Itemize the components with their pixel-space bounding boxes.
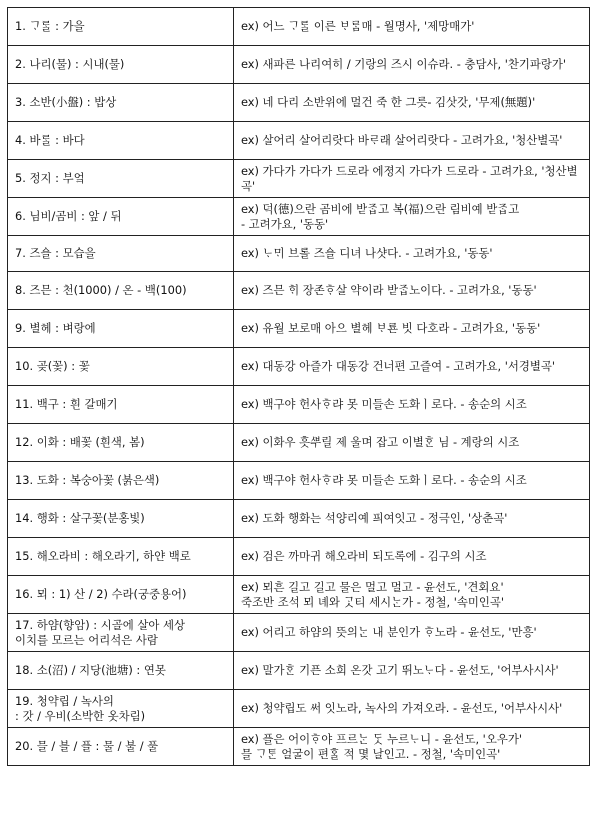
example-text: ex) ᄂᆞᄆᆡ 브롤 즈ᅀᅳᆯ 디녀 나샷다. - 고려가요, '동동' xyxy=(240,246,493,260)
example-text: ex) 백구야 헌사ᄒᆞ랴 못 미들손 도화ㅣ로다. - 송순의 시조 xyxy=(240,397,527,411)
term-cell xyxy=(8,538,234,576)
vocabulary-sheet xyxy=(7,7,590,766)
term-cell xyxy=(8,576,234,614)
table-row xyxy=(8,500,590,538)
term-text: 1. ᄀᆞᄅᆞᆯ : 가을 xyxy=(15,19,85,33)
example-text: ex) 대동강 아즐가 대동강 건너편 고즐여 - 고려가요, '서경별곡' xyxy=(240,359,555,373)
term-cell xyxy=(8,8,234,46)
example-text: ex) 말가ᄒᆞᆫ 기픈 소희 온갓 고기 뛰노ᄂᆞ다 - 윤선도, '어부사시사' xyxy=(240,663,559,677)
table-row xyxy=(8,576,590,614)
table-row xyxy=(8,728,590,766)
example-cell xyxy=(233,728,589,766)
example-text: ex) 네 다리 소반위에 멀건 죽 한 그릇- 김삿갓, '무제(無題)' xyxy=(240,95,536,109)
table-row xyxy=(8,236,590,272)
example-text: ex) 청약립도 써 잇노라, 녹사의 가져오라. - 윤선도, '어부사시사' xyxy=(240,701,563,715)
example-cell xyxy=(233,348,589,386)
vocabulary-table xyxy=(7,7,590,766)
example-cell xyxy=(233,614,589,652)
term-cell xyxy=(8,500,234,538)
example-cell xyxy=(233,46,589,84)
example-cell xyxy=(233,310,589,348)
table-row xyxy=(8,8,590,46)
example-cell xyxy=(233,386,589,424)
example-text: ex) 살어리 살어리랏다 바ᄅᆞ래 살어리랏다 - 고려가요, '청산별곡' xyxy=(240,133,563,147)
term-text: 19. 청약립 / 녹사의 : 갓 / 우비(소박한 옷차림) xyxy=(15,693,146,723)
term-cell xyxy=(8,160,234,198)
example-text: ex) 즈믄 ᄒᆡ 장존ᄒᆞ살 약이라 받ᄌᆞᆸ노이다. - 고려가요, '동동' xyxy=(240,283,537,297)
term-cell xyxy=(8,310,234,348)
term-cell xyxy=(8,122,234,160)
term-cell xyxy=(8,198,234,236)
term-cell xyxy=(8,236,234,272)
example-cell xyxy=(233,84,589,122)
table-row xyxy=(8,46,590,84)
example-cell xyxy=(233,424,589,462)
term-text: 15. 해오라비 : 해오라기, 하얀 백로 xyxy=(15,549,191,563)
term-text: 20. 믈 / 블 / 플 : 물 / 불 / 풀 xyxy=(15,739,159,753)
term-text: 12. 이화 : 배꽃 (흰색, 봄) xyxy=(15,435,145,449)
table-row xyxy=(8,652,590,690)
example-cell xyxy=(233,538,589,576)
example-cell xyxy=(233,236,589,272)
example-cell xyxy=(233,500,589,538)
term-cell xyxy=(8,84,234,122)
example-text: ex) 도화 행화는 석양리예 픠여잇고 - 정극인, '상춘곡' xyxy=(240,511,508,525)
example-text: ex) 어리고 하얌의 뜻의ᄂᆞᆫ 내 분인가 ᄒᆞ노라 - 윤선도, '만흥' xyxy=(240,625,537,639)
term-text: 3. 소반(小盤) : 밥상 xyxy=(15,95,117,109)
term-text: 7. 즈ᅀᅳᆯ : 모습을 xyxy=(15,246,96,260)
table-row xyxy=(8,84,590,122)
example-cell xyxy=(233,272,589,310)
example-cell xyxy=(233,462,589,500)
term-cell xyxy=(8,46,234,84)
table-row xyxy=(8,424,590,462)
example-text: ex) 덕(德)으란 곰비에 받ᄌᆞᆸ고 복(福)으란 림비예 받ᄌᆞᆸ고 - 고려가요, '동동' xyxy=(240,201,520,231)
table-row xyxy=(8,348,590,386)
term-cell xyxy=(8,690,234,728)
table-row xyxy=(8,614,590,652)
table-row xyxy=(8,272,590,310)
table-row xyxy=(8,122,590,160)
term-cell xyxy=(8,652,234,690)
term-text: 17. 하얌(향암) : 시골에 살아 세상 이치를 모르는 어리석은 사람 xyxy=(15,617,185,647)
example-cell xyxy=(233,652,589,690)
example-cell xyxy=(233,576,589,614)
term-text: 10. 곶(꽃) : 꽃 xyxy=(15,359,90,373)
term-cell xyxy=(8,386,234,424)
example-text: ex) 유월 보로매 아으 별헤 ᄇᆞ룐 빗 다호라 - 고려가요, '동동' xyxy=(240,321,541,335)
term-text: 11. 백구 : 흰 갈매기 xyxy=(15,397,118,411)
term-text: 13. 도화 : 복숭아꽃 (붉은색) xyxy=(15,473,160,487)
example-text: ex) 플은 어이ᄒᆞ야 프르ᄂᆞᆫ ᄃᆞᆺ 누르ᄂᆞ니 - 윤선도, '오우가' 믈 ᄀᆞᄐᆞᆫ 얼굴이 편ᄒᆞᆯ 적 몇 날인고. - 정철, '속미인곡' xyxy=(240,731,522,761)
table-row xyxy=(8,690,590,728)
term-text: 5. 정지 : 부엌 xyxy=(15,171,85,185)
table-row xyxy=(8,160,590,198)
example-cell xyxy=(233,198,589,236)
term-cell xyxy=(8,424,234,462)
term-text: 6. 님비/곰비 : 앞 / 뒤 xyxy=(15,209,122,223)
term-text: 2. 나리(물) : 시내(물) xyxy=(15,57,125,71)
example-cell xyxy=(233,690,589,728)
term-text: 14. 행화 : 살구꽃(분홍빛) xyxy=(15,511,145,525)
term-cell xyxy=(8,728,234,766)
example-text: ex) 가다가 가다가 드로라 에졍지 가다가 드로라 - 고려가요, '청산별곡' xyxy=(240,163,578,193)
example-text: ex) 어느 ᄀᆞᄅᆞᆯ 이른 ᄇᆞᄅᆞᆷ매 - 월명사, '제망매가' xyxy=(240,19,475,33)
term-cell xyxy=(8,614,234,652)
term-cell xyxy=(8,462,234,500)
example-cell xyxy=(233,160,589,198)
example-text: ex) 백구야 헌사ᄒᆞ랴 못 미들손 도화ㅣ로다. - 송순의 시조 xyxy=(240,473,527,487)
term-text: 18. 소(沼) / 지당(池塘) : 연못 xyxy=(15,663,166,677)
term-cell xyxy=(8,272,234,310)
example-cell xyxy=(233,122,589,160)
example-text: ex) 이화우 흣ᄲᅮ릴 제 울며 잡고 이별ᄒᆞᆫ 님 - 계랑의 시조 xyxy=(240,435,520,449)
term-text: 8. 즈믄 : 천(1000) / 온 - 백(100) xyxy=(15,283,187,297)
example-cell xyxy=(233,8,589,46)
table-row xyxy=(8,386,590,424)
term-cell xyxy=(8,348,234,386)
table-row xyxy=(8,310,590,348)
table-row xyxy=(8,462,590,500)
table-row xyxy=(8,198,590,236)
example-text: ex) 새파른 나리여히 / 기랑의 즈시 이슈라. - 충담사, '찬기파랑가' xyxy=(240,57,567,71)
table-row xyxy=(8,538,590,576)
term-text: 16. 뫼 : 1) 산 / 2) 수라(궁중용어) xyxy=(15,587,187,601)
example-text: ex) 검은 까마귀 해오라비 되도록에 - 김구의 시조 xyxy=(240,549,487,563)
example-text: ex) 뫼흔 길고 길고 물은 멀고 멀고 - 윤선도, '견회요' 죽조반 조석 뫼 녜와 ᄀᆞᆺ티 세시ᄂᆞᆫ가 - 정철, '속미인곡' xyxy=(240,579,504,609)
term-text: 9. 별헤 : 벼랑에 xyxy=(15,321,96,335)
term-text: 4. 바ᄅᆞᆯ : 바다 xyxy=(15,133,85,147)
vocabulary-table-body xyxy=(8,8,590,766)
